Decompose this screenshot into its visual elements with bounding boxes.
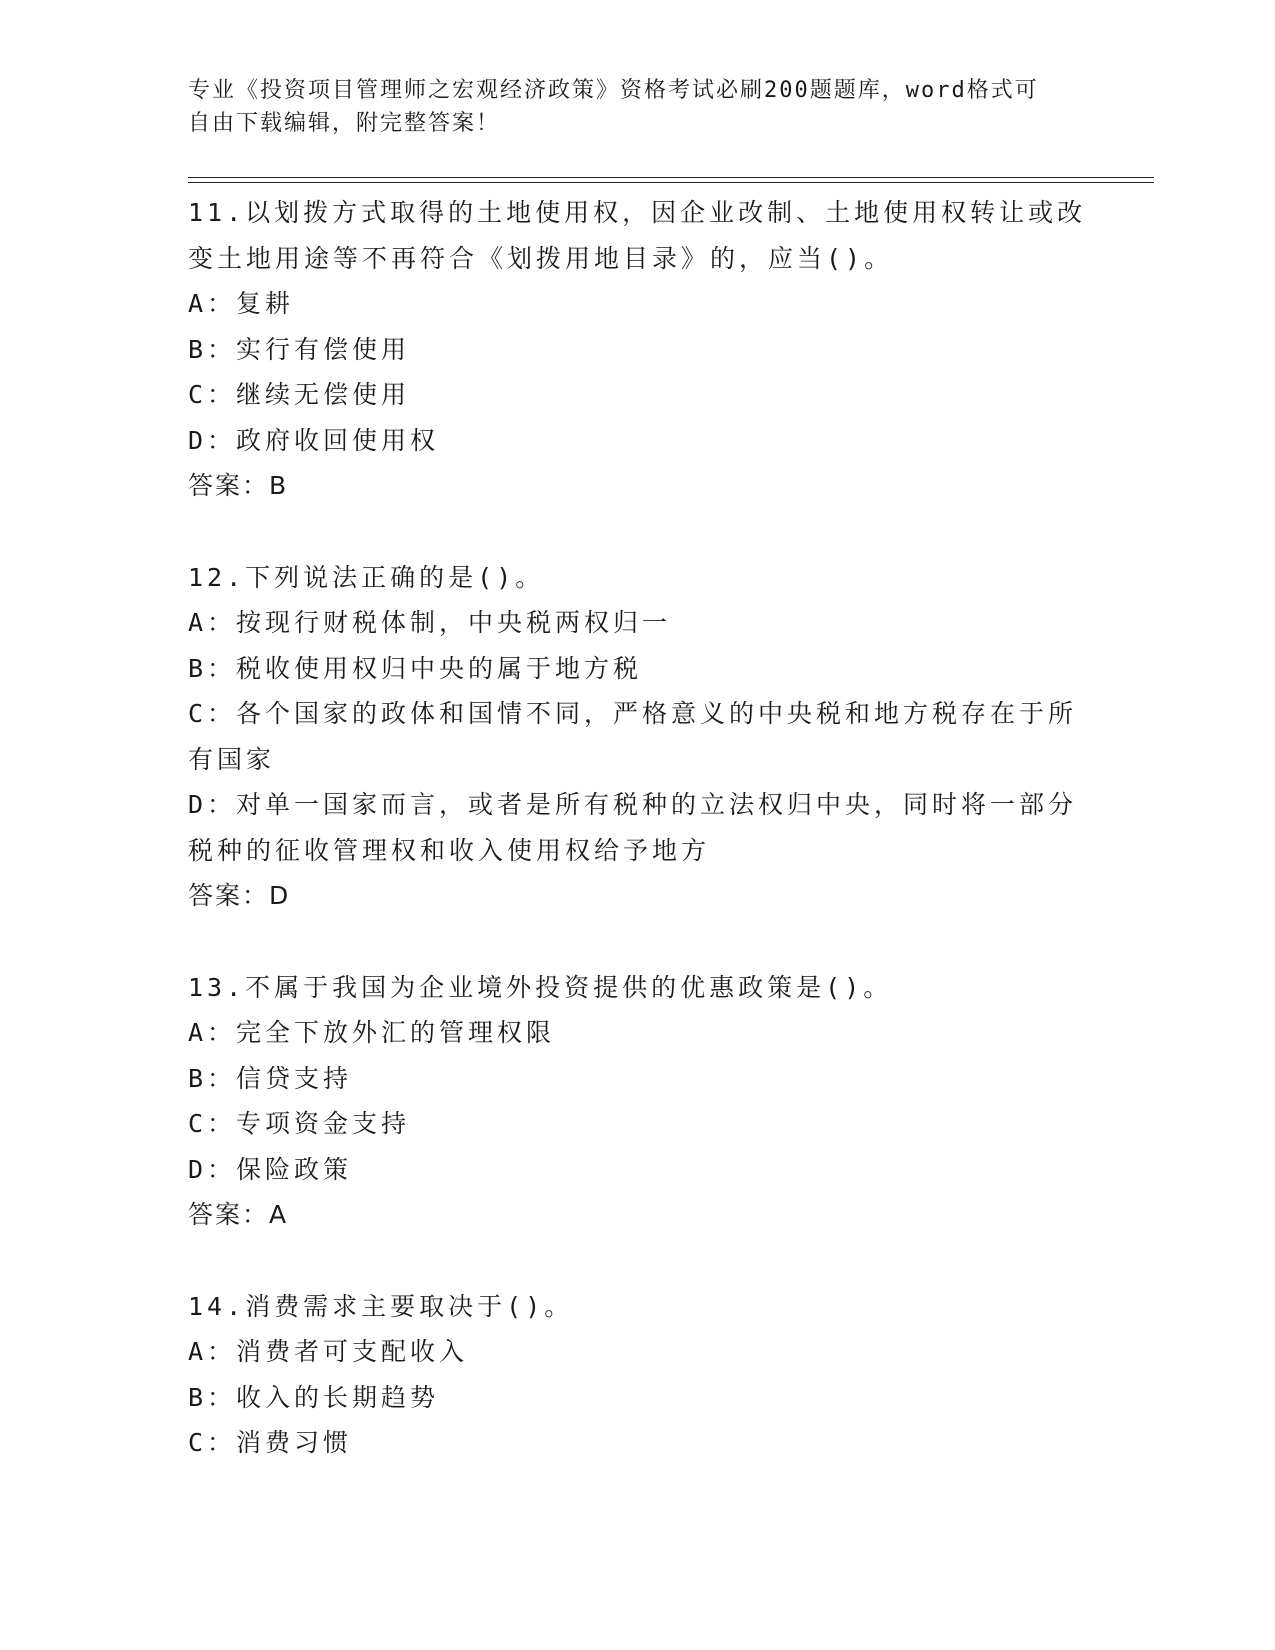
document-header xyxy=(188,74,1068,140)
header-line-1: 专业《投资项目管理师之宏观经济政策》资格考试必刷200题题库，word格式可 xyxy=(188,78,1039,103)
question-option: A：复耕 xyxy=(188,289,295,318)
question-option: D：保险政策 xyxy=(188,1154,353,1184)
question-stem: 变土地用途等不再符合《划拨用地目录》的，应当()。 xyxy=(188,243,894,273)
question-option: 税种的征收管理权和收入使用权给予地方 xyxy=(188,835,711,865)
question-stem: 12.下列说法正确的是()。 xyxy=(188,562,545,592)
question-stem: 13.不属于我国为企业境外投资提供的优惠政策是()。 xyxy=(188,972,893,1002)
question-option: B：税收使用权归中央的属于地方税 xyxy=(188,653,643,683)
header-divider-bottom xyxy=(188,182,1154,183)
question-spacer xyxy=(188,919,1088,965)
question-list xyxy=(188,190,1088,1466)
header-divider-top xyxy=(188,177,1154,178)
question-block xyxy=(188,555,1088,965)
question-answer: 答案：B xyxy=(188,471,289,500)
header-line-2: 自由下载编辑，附完整答案！ xyxy=(188,111,501,136)
question-option: B：收入的长期趋势 xyxy=(188,1382,440,1412)
question-spacer xyxy=(188,1238,1088,1284)
question-option: B：实行有偿使用 xyxy=(188,334,411,364)
question-option: C：继续无偿使用 xyxy=(188,380,411,409)
question-block xyxy=(188,965,1088,1284)
question-option: C：消费习惯 xyxy=(188,1428,353,1457)
question-option: A：按现行财税体制，中央税两权归一 xyxy=(188,608,672,637)
question-block xyxy=(188,190,1088,555)
question-block xyxy=(188,1284,1088,1466)
question-option: 有国家 xyxy=(188,744,276,774)
question-spacer xyxy=(188,509,1088,555)
question-option: C：专项资金支持 xyxy=(188,1109,411,1138)
question-stem: 11.以划拨方式取得的土地使用权，因企业改制、土地使用权转让或改 xyxy=(188,198,1087,227)
question-option: A：消费者可支配收入 xyxy=(188,1337,469,1366)
question-option: D：对单一国家而言，或者是所有税种的立法权归中央，同时将一部分 xyxy=(188,790,1078,819)
question-stem: 14.消费需求主要取决于()。 xyxy=(188,1291,574,1321)
question-option: A：完全下放外汇的管理权限 xyxy=(188,1018,556,1047)
question-option: C：各个国家的政体和国情不同，严格意义的中央税和地方税存在于所 xyxy=(188,699,1078,728)
question-option: B：信贷支持 xyxy=(188,1063,353,1093)
question-answer: 答案：A xyxy=(188,1200,289,1229)
question-option: D：政府收回使用权 xyxy=(188,425,440,455)
question-answer: 答案：D xyxy=(188,881,291,910)
